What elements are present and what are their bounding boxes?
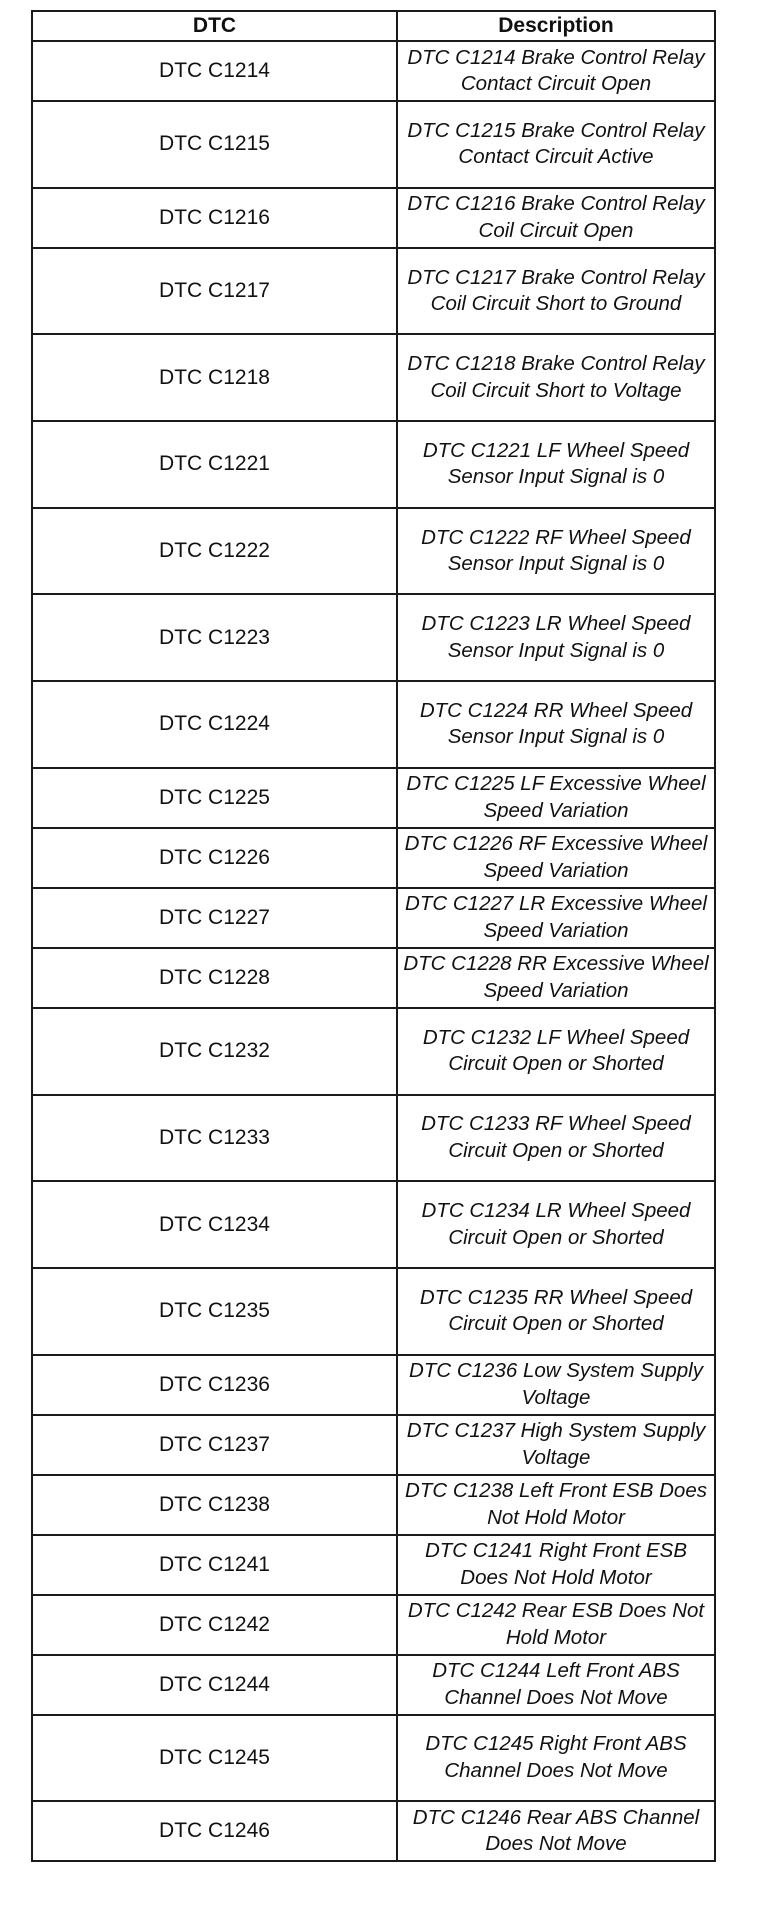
table-row bbox=[32, 1415, 715, 1475]
table-row bbox=[32, 421, 715, 508]
dtc-code-cell: DTC C1241 bbox=[32, 1535, 397, 1595]
dtc-description-cell: DTC C1244 Left Front ABS Channel Does Not Move bbox=[397, 1655, 715, 1715]
dtc-description-cell: DTC C1218 Brake Control Relay Coil Circuit Short to Voltage bbox=[397, 334, 715, 421]
dtc-description-cell: DTC C1223 LR Wheel Speed Sensor Input Signal is 0 bbox=[397, 594, 715, 681]
table-row bbox=[32, 828, 715, 888]
dtc-code-cell: DTC C1233 bbox=[32, 1095, 397, 1182]
dtc-code-cell: DTC C1244 bbox=[32, 1655, 397, 1715]
dtc-code-cell: DTC C1222 bbox=[32, 508, 397, 595]
dtc-code-cell: DTC C1238 bbox=[32, 1475, 397, 1535]
dtc-code-cell: DTC C1218 bbox=[32, 334, 397, 421]
dtc-code-cell: DTC C1215 bbox=[32, 101, 397, 188]
table-row bbox=[32, 1595, 715, 1655]
dtc-code-cell: DTC C1232 bbox=[32, 1008, 397, 1095]
table-row bbox=[32, 681, 715, 768]
dtc-description-cell: DTC C1246 Rear ABS Channel Does Not Move bbox=[397, 1801, 715, 1861]
dtc-code-cell: DTC C1246 bbox=[32, 1801, 397, 1861]
table-row bbox=[32, 508, 715, 595]
dtc-code-cell: DTC C1226 bbox=[32, 828, 397, 888]
table-row bbox=[32, 1268, 715, 1355]
table-row bbox=[32, 1801, 715, 1861]
dtc-code-cell: DTC C1223 bbox=[32, 594, 397, 681]
dtc-code-cell: DTC C1216 bbox=[32, 188, 397, 248]
table-row bbox=[32, 188, 715, 248]
dtc-code-cell: DTC C1228 bbox=[32, 948, 397, 1008]
dtc-description-cell: DTC C1226 RF Excessive Wheel Speed Variation bbox=[397, 828, 715, 888]
table-row bbox=[32, 1535, 715, 1595]
dtc-description-cell: DTC C1234 LR Wheel Speed Circuit Open or Shorted bbox=[397, 1181, 715, 1268]
dtc-code-cell: DTC C1224 bbox=[32, 681, 397, 768]
dtc-code-cell: DTC C1234 bbox=[32, 1181, 397, 1268]
dtc-description-cell: DTC C1217 Brake Control Relay Coil Circuit Short to Ground bbox=[397, 248, 715, 335]
table-row bbox=[32, 1181, 715, 1268]
table-row bbox=[32, 248, 715, 335]
dtc-description-cell: DTC C1227 LR Excessive Wheel Speed Variation bbox=[397, 888, 715, 948]
table-row bbox=[32, 101, 715, 188]
table-row bbox=[32, 1008, 715, 1095]
dtc-description-cell: DTC C1235 RR Wheel Speed Circuit Open or Shorted bbox=[397, 1268, 715, 1355]
dtc-code-cell: DTC C1237 bbox=[32, 1415, 397, 1475]
dtc-code-cell: DTC C1227 bbox=[32, 888, 397, 948]
table-row bbox=[32, 888, 715, 948]
dtc-code-cell: DTC C1245 bbox=[32, 1715, 397, 1802]
dtc-description-cell: DTC C1228 RR Excessive Wheel Speed Variation bbox=[397, 948, 715, 1008]
dtc-description-cell: DTC C1224 RR Wheel Speed Sensor Input Signal is 0 bbox=[397, 681, 715, 768]
dtc-description-cell: DTC C1233 RF Wheel Speed Circuit Open or Shorted bbox=[397, 1095, 715, 1182]
dtc-description-cell: DTC C1241 Right Front ESB Does Not Hold Motor bbox=[397, 1535, 715, 1595]
header-dtc: DTC bbox=[32, 11, 397, 41]
dtc-description-cell: DTC C1221 LF Wheel Speed Sensor Input Signal is 0 bbox=[397, 421, 715, 508]
table-row bbox=[32, 1715, 715, 1802]
table-row bbox=[32, 1475, 715, 1535]
dtc-description-cell: DTC C1225 LF Excessive Wheel Speed Variation bbox=[397, 768, 715, 828]
table-row bbox=[32, 768, 715, 828]
dtc-table bbox=[31, 10, 716, 1862]
dtc-code-cell: DTC C1236 bbox=[32, 1355, 397, 1415]
table-row bbox=[32, 948, 715, 1008]
dtc-description-cell: DTC C1236 Low System Supply Voltage bbox=[397, 1355, 715, 1415]
dtc-description-cell: DTC C1237 High System Supply Voltage bbox=[397, 1415, 715, 1475]
table-row bbox=[32, 334, 715, 421]
dtc-code-cell: DTC C1214 bbox=[32, 41, 397, 101]
dtc-code-cell: DTC C1221 bbox=[32, 421, 397, 508]
dtc-description-cell: DTC C1214 Brake Control Relay Contact Circuit Open bbox=[397, 41, 715, 101]
table-header-row bbox=[32, 11, 715, 41]
table-row bbox=[32, 594, 715, 681]
dtc-code-cell: DTC C1217 bbox=[32, 248, 397, 335]
dtc-description-cell: DTC C1232 LF Wheel Speed Circuit Open or Shorted bbox=[397, 1008, 715, 1095]
header-description: Description bbox=[397, 11, 715, 41]
table-row bbox=[32, 1655, 715, 1715]
dtc-code-cell: DTC C1235 bbox=[32, 1268, 397, 1355]
table-row bbox=[32, 1095, 715, 1182]
table-row bbox=[32, 1355, 715, 1415]
dtc-code-cell: DTC C1242 bbox=[32, 1595, 397, 1655]
dtc-description-cell: DTC C1245 Right Front ABS Channel Does Not Move bbox=[397, 1715, 715, 1802]
dtc-code-cell: DTC C1225 bbox=[32, 768, 397, 828]
dtc-description-cell: DTC C1238 Left Front ESB Does Not Hold Motor bbox=[397, 1475, 715, 1535]
dtc-description-cell: DTC C1215 Brake Control Relay Contact Circuit Active bbox=[397, 101, 715, 188]
table-row bbox=[32, 41, 715, 101]
dtc-description-cell: DTC C1216 Brake Control Relay Coil Circuit Open bbox=[397, 188, 715, 248]
dtc-description-cell: DTC C1222 RF Wheel Speed Sensor Input Signal is 0 bbox=[397, 508, 715, 595]
dtc-description-cell: DTC C1242 Rear ESB Does Not Hold Motor bbox=[397, 1595, 715, 1655]
